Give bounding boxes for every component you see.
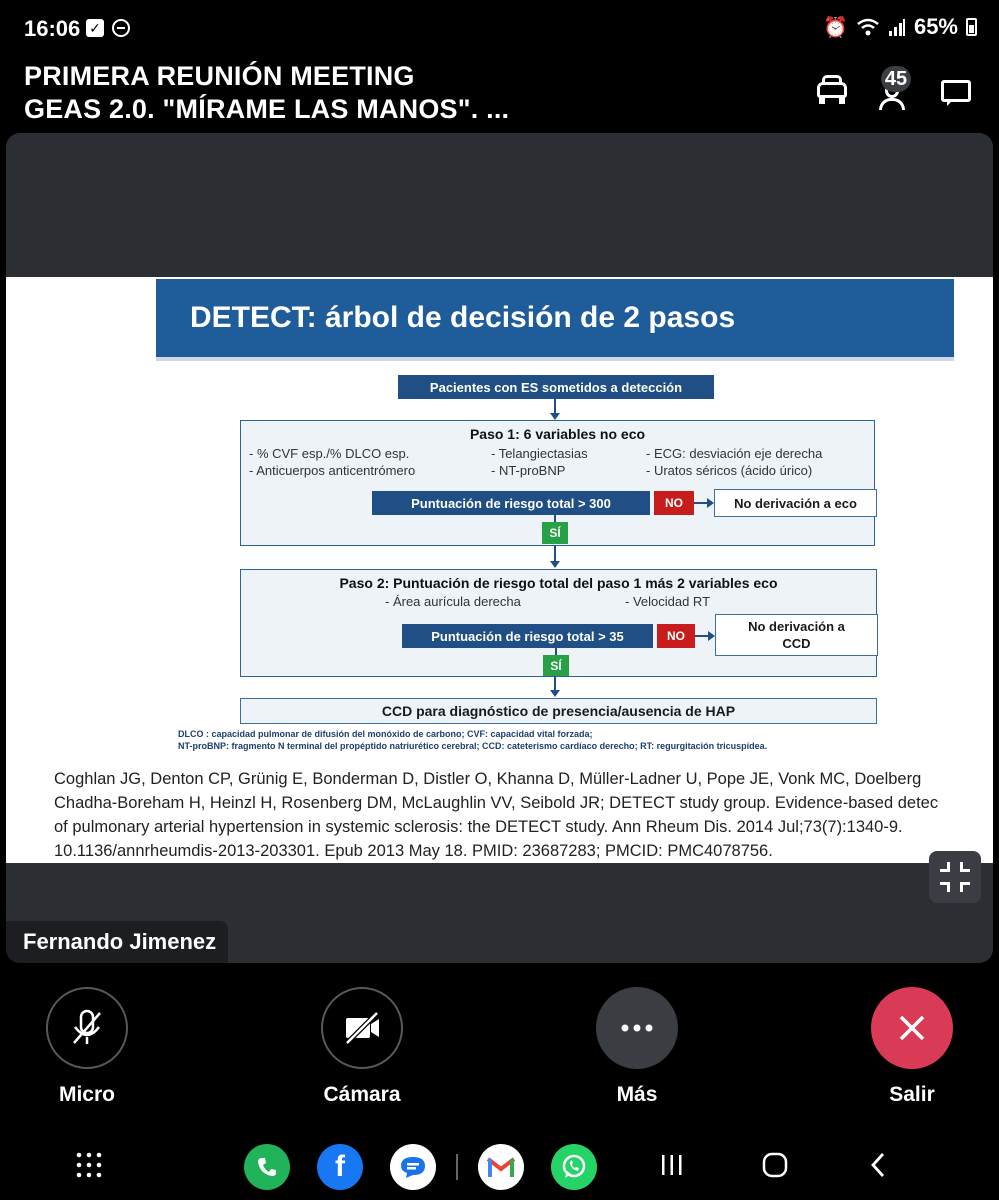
alarm-icon: ⏰ [823, 16, 848, 39]
camera-off-icon [321, 987, 403, 1069]
car-icon-body [817, 82, 847, 98]
camera-label: Cámara [323, 1083, 401, 1106]
app-drawer-icon[interactable] [74, 1150, 104, 1180]
mic-off-icon [46, 987, 128, 1069]
step1-var: - Telangiectasias [491, 446, 588, 461]
battery-icon [966, 18, 977, 36]
meeting-title-line2: GEAS 2.0. "MÍRAME LAS MANOS". ... [24, 94, 510, 124]
step1-panel [240, 420, 875, 546]
step1-no-result: No derivación a eco [714, 489, 877, 517]
shared-screen-stage[interactable] [6, 133, 993, 963]
connector-arrow [550, 690, 560, 697]
step2-no-tag: NO [657, 624, 695, 648]
close-icon [871, 987, 953, 1069]
meeting-title [24, 60, 624, 126]
step2-no-result-line1: No derivación a [748, 619, 845, 634]
slide-footnote: DLCO : capacidad pulmonar de difusión del monóxido de carbono; CVF: capacidad vital forzada; [178, 729, 593, 739]
connector [554, 676, 556, 690]
header-actions [815, 68, 975, 108]
clock: 16:06 [24, 16, 81, 41]
home-button[interactable] [762, 1152, 788, 1178]
back-button[interactable] [868, 1151, 888, 1179]
chat-icon-tail [947, 100, 953, 106]
recents-button[interactable] [660, 1153, 684, 1177]
micro-label: Micro [58, 1083, 115, 1106]
micro-button[interactable] [46, 987, 128, 1069]
more-control[interactable] [567, 987, 707, 1107]
step1-no-tag: NO [654, 491, 694, 515]
step2-title: Paso 2: Puntuación de riesgo total del paso 1 más 2 variables eco [339, 575, 778, 591]
camera-button[interactable] [321, 987, 403, 1069]
participants-button[interactable] [877, 68, 913, 108]
wifi-icon [856, 17, 880, 37]
citation-line: of pulmonary arterial hypertension in systemic sclerosis: the DETECT study. Ann Rheum Dis. 2014 Jul;73(7):1340-9. [54, 818, 903, 836]
step2-si-tag: SÍ [543, 655, 569, 676]
step2-var: - Área aurícula derecha [385, 594, 521, 609]
step2-no-result-line2: CCD [782, 636, 811, 651]
step2-var: - Velocidad RT [625, 594, 711, 609]
slide-title-banner [156, 279, 954, 361]
leave-control[interactable] [842, 987, 982, 1107]
start-box: Pacientes con ES sometidos a detección [398, 375, 714, 399]
checkbox-icon: ✓ [86, 19, 104, 37]
connector [694, 502, 708, 504]
battery-percent: 65% [913, 14, 958, 39]
chat-icon [941, 80, 971, 102]
more-icon [596, 987, 678, 1069]
facebook-app-icon[interactable]: f [317, 1144, 363, 1190]
connector-arrow [550, 413, 560, 420]
gmail-app-icon[interactable] [478, 1144, 524, 1190]
connector [695, 635, 709, 637]
step1-title: Paso 1: 6 variables no eco [469, 426, 646, 442]
status-bar [0, 0, 999, 58]
collapse-icon [940, 862, 950, 872]
collapse-icon-part [940, 882, 950, 892]
step2-no-result [715, 614, 878, 656]
step1-var: - Anticuerpos anticentrómero [249, 463, 416, 478]
camera-control[interactable] [292, 987, 432, 1107]
speaker-name-tag: Fernando Jimenez [6, 921, 228, 963]
connector-arrow [708, 631, 715, 641]
chat-button[interactable] [939, 72, 975, 108]
phone-icon [254, 1154, 280, 1180]
connector-arrow [550, 561, 560, 568]
citation-line: Coghlan JG, Denton CP, Grünig E, Bonderman D, Distler O, Khanna D, Müller-Ladner U, Pope JE, Vonk MC, Doelberg [54, 770, 922, 788]
step1-var: - % CVF esp./% DLCO esp. [249, 446, 410, 461]
micro-control[interactable] [17, 987, 157, 1107]
more-label: Más [616, 1083, 658, 1106]
participants-icon-body [879, 98, 905, 110]
status-icons [823, 14, 977, 40]
android-nav-bar [0, 1130, 999, 1200]
whatsapp-app-icon[interactable] [551, 1144, 597, 1190]
step2-panel [240, 569, 877, 677]
nav-divider [456, 1154, 458, 1180]
signal-icon [888, 17, 906, 37]
car-icon-wheels [819, 98, 845, 104]
more-button[interactable] [596, 987, 678, 1069]
citation-line: Chadha-Boreham H, Heinzl H, Rosenberg DM, McLaughlin VV, Seibold JR; DETECT study group. Evidence-based detec [54, 794, 939, 812]
connector [554, 545, 556, 561]
leave-label: Salir [889, 1083, 935, 1106]
slide-citation [54, 767, 993, 863]
step1-si-tag: SÍ [542, 522, 568, 544]
citation-line: 10.1136/annrheumdis-2013-203301. Epub 2013 May 18. PMID: 23687283; PMCID: PMC4078756. [54, 842, 773, 860]
messages-app-icon[interactable] [390, 1144, 436, 1190]
step1-var: - Uratos séricos (ácido úrico) [646, 463, 813, 478]
collapse-icon-part [960, 882, 970, 892]
whatsapp-icon [559, 1152, 589, 1182]
leave-button[interactable] [871, 987, 953, 1069]
connector-arrow [707, 498, 714, 508]
final-box: CCD para diagnóstico de presencia/ausencia de HAP [240, 698, 877, 724]
message-bubble-icon [398, 1154, 428, 1180]
collapse-icon-part [960, 862, 970, 872]
meeting-title-line1: PRIMERA REUNIÓN MEETING [24, 61, 415, 91]
shared-slide [6, 277, 993, 863]
step1-var: - ECG: desviación eje derecha [646, 446, 823, 461]
connector [554, 399, 556, 413]
slide-footnote: NT-proBNP: fragmento N terminal del propéptido natriurético cerebral; CCD: cateterismo cardíaco derecho; RT: regurgitación tricuspídea. [178, 741, 768, 751]
participants-count-badge: 45 [881, 66, 911, 92]
mail-icon [486, 1155, 516, 1179]
slide-title: DETECT: árbol de decisión de 2 pasos [190, 301, 736, 334]
dnd-icon [112, 19, 130, 37]
step1-var: - NT-proBNP [491, 463, 566, 478]
driving-mode-button[interactable] [815, 72, 851, 108]
step1-score-box: Puntuación de riesgo total > 300 [372, 491, 650, 515]
phone-app-icon[interactable] [244, 1144, 290, 1190]
collapse-screen-button[interactable] [929, 851, 981, 903]
step2-score-box: Puntuación de riesgo total > 35 [402, 624, 653, 648]
